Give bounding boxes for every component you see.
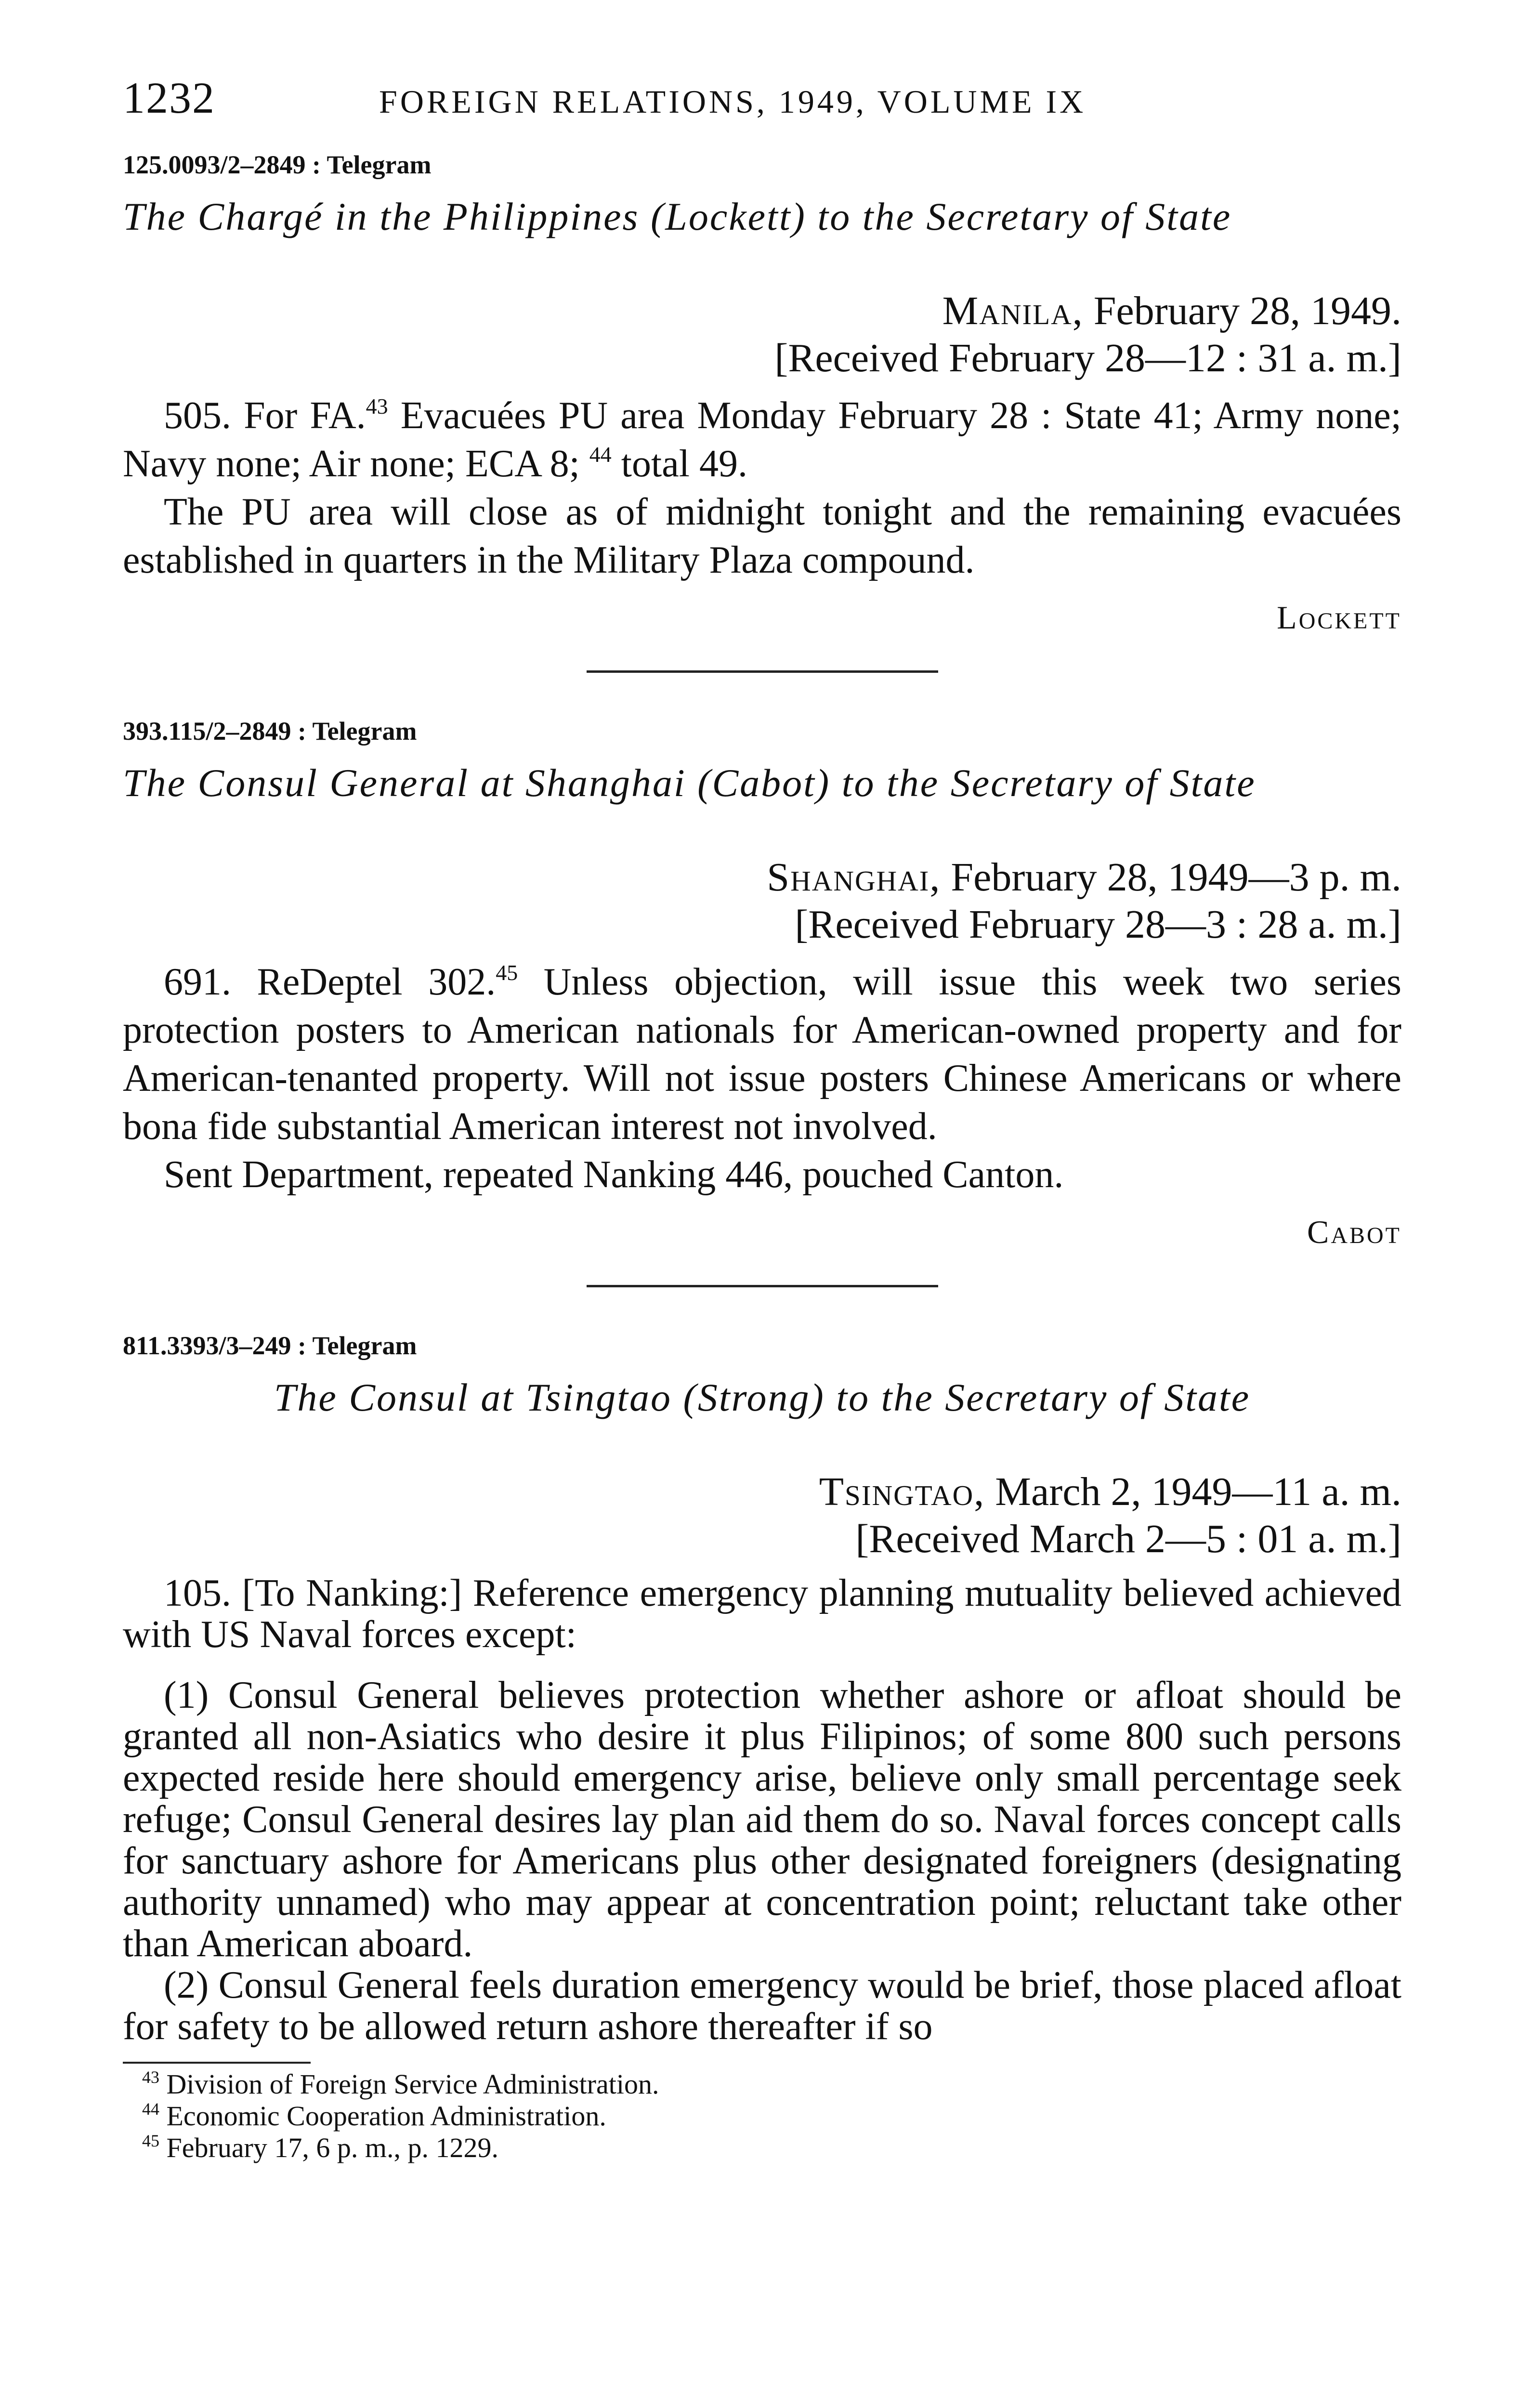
footnote-text: Division of Foreign Service Administration. bbox=[159, 2068, 659, 2100]
document-reference: 393.115/2–2849 : Telegram bbox=[123, 717, 417, 746]
section-divider bbox=[587, 1285, 938, 1287]
paragraph-text: 691. ReDeptel 302. bbox=[164, 961, 496, 1003]
document-title: The Consul at Tsingtao (Strong) to the Secretary of State bbox=[274, 1375, 1251, 1419]
document-reference: 125.0093/2–2849 : Telegram bbox=[123, 150, 432, 179]
telegram-cabot bbox=[123, 716, 1401, 1251]
footnote-marker: 43 bbox=[366, 394, 388, 419]
footnote-marker: 45 bbox=[496, 960, 518, 985]
dateline-place: Shanghai, bbox=[767, 855, 941, 900]
dateline-date: February 28, 1949—3 p. m. bbox=[941, 855, 1401, 900]
dateline-date: March 2, 1949—11 a. m. bbox=[985, 1469, 1401, 1514]
paragraph-text: Evacuées PU area Monday February 28 : State 41; Army none; Navy none; Air none; ECA 8; bbox=[123, 394, 1401, 485]
dateline-place: Tsingtao, bbox=[819, 1469, 985, 1514]
body-paragraph: The PU area will close as of midnight tonight and the remaining evacuées established in quarters in the Military Plaza compound. bbox=[123, 491, 1401, 581]
running-head: FOREIGN RELATIONS, 1949, VOLUME IX bbox=[379, 83, 1086, 120]
body-paragraph: (2) Consul General feels duration emergency would be brief, those placed afloat for safety to be allowed return ashore thereafter if so bbox=[123, 1964, 1401, 2048]
page-header bbox=[123, 72, 1401, 123]
document-title: The Chargé in the Philippines (Lockett) to the Secretary of State bbox=[123, 195, 1232, 238]
footnotes bbox=[123, 2068, 1401, 2164]
paragraph-text: 505. For FA. bbox=[164, 394, 366, 437]
footnote-number: 43 bbox=[142, 2068, 159, 2087]
document-page bbox=[123, 72, 1401, 2164]
received-line: [Received February 28—12 : 31 a. m.] bbox=[774, 336, 1401, 380]
dateline bbox=[123, 1468, 1401, 1516]
footnote bbox=[123, 2100, 1401, 2132]
dateline bbox=[123, 854, 1401, 901]
footnote bbox=[123, 2132, 1401, 2164]
telegram-strong bbox=[123, 1331, 1401, 2047]
section-divider bbox=[587, 670, 938, 673]
footnote-number: 45 bbox=[142, 2131, 159, 2150]
paragraph-text: total 49. bbox=[611, 443, 747, 485]
footnote-text: February 17, 6 p. m., p. 1229. bbox=[159, 2132, 498, 2163]
body-paragraph bbox=[123, 392, 1401, 488]
footnote-divider bbox=[123, 2062, 311, 2064]
received-line: [Received March 2—5 : 01 a. m.] bbox=[855, 1517, 1401, 1561]
document-reference: 811.3393/3–249 : Telegram bbox=[123, 1331, 417, 1360]
dateline-place: Manila, bbox=[942, 288, 1084, 333]
document-title: The Consul General at Shanghai (Cabot) to the Secretary of State bbox=[123, 761, 1256, 805]
signature: Lockett bbox=[1277, 599, 1401, 636]
body-paragraph bbox=[123, 958, 1401, 1151]
paragraph-text: Unless objection, will issue this week two series protection posters to American nationals for American-owned property and for American-tenanted property. Will not issue posters Chinese Americans or where bona fide substantial American interest not involved. bbox=[123, 961, 1401, 1148]
signature: Cabot bbox=[1307, 1214, 1401, 1250]
footnote-marker: 44 bbox=[589, 442, 612, 467]
dateline bbox=[123, 288, 1401, 335]
telegram-lockett bbox=[123, 150, 1401, 637]
page-number: 1232 bbox=[123, 73, 215, 122]
body-paragraph: (1) Consul General believes protection whether ashore or afloat should be granted all non-Asiatics who desire it plus Filipinos; of some 800 such persons expected reside here should emergency arise, believe only small percentage seek refuge; Consul General desires lay plan aid them do so. Naval forces concept calls for sanctuary ashore for Americans plus other designated foreigners (designating authority unnamed) who may appear at concentration point; reluctant take other than American aboard. bbox=[123, 1674, 1401, 1965]
footnote-number: 44 bbox=[142, 2099, 159, 2119]
body-paragraph: Sent Department, repeated Nanking 446, pouched Canton. bbox=[164, 1153, 1064, 1196]
dateline-date: February 28, 1949. bbox=[1083, 288, 1401, 333]
body-paragraph: 105. [To Nanking:] Reference emergency planning mutuality believed achieved with US Naval forces except: bbox=[123, 1572, 1401, 1656]
footnote bbox=[123, 2068, 1401, 2100]
received-line: [Received February 28—3 : 28 a. m.] bbox=[795, 902, 1401, 947]
footnote-text: Economic Cooperation Administration. bbox=[159, 2100, 606, 2132]
